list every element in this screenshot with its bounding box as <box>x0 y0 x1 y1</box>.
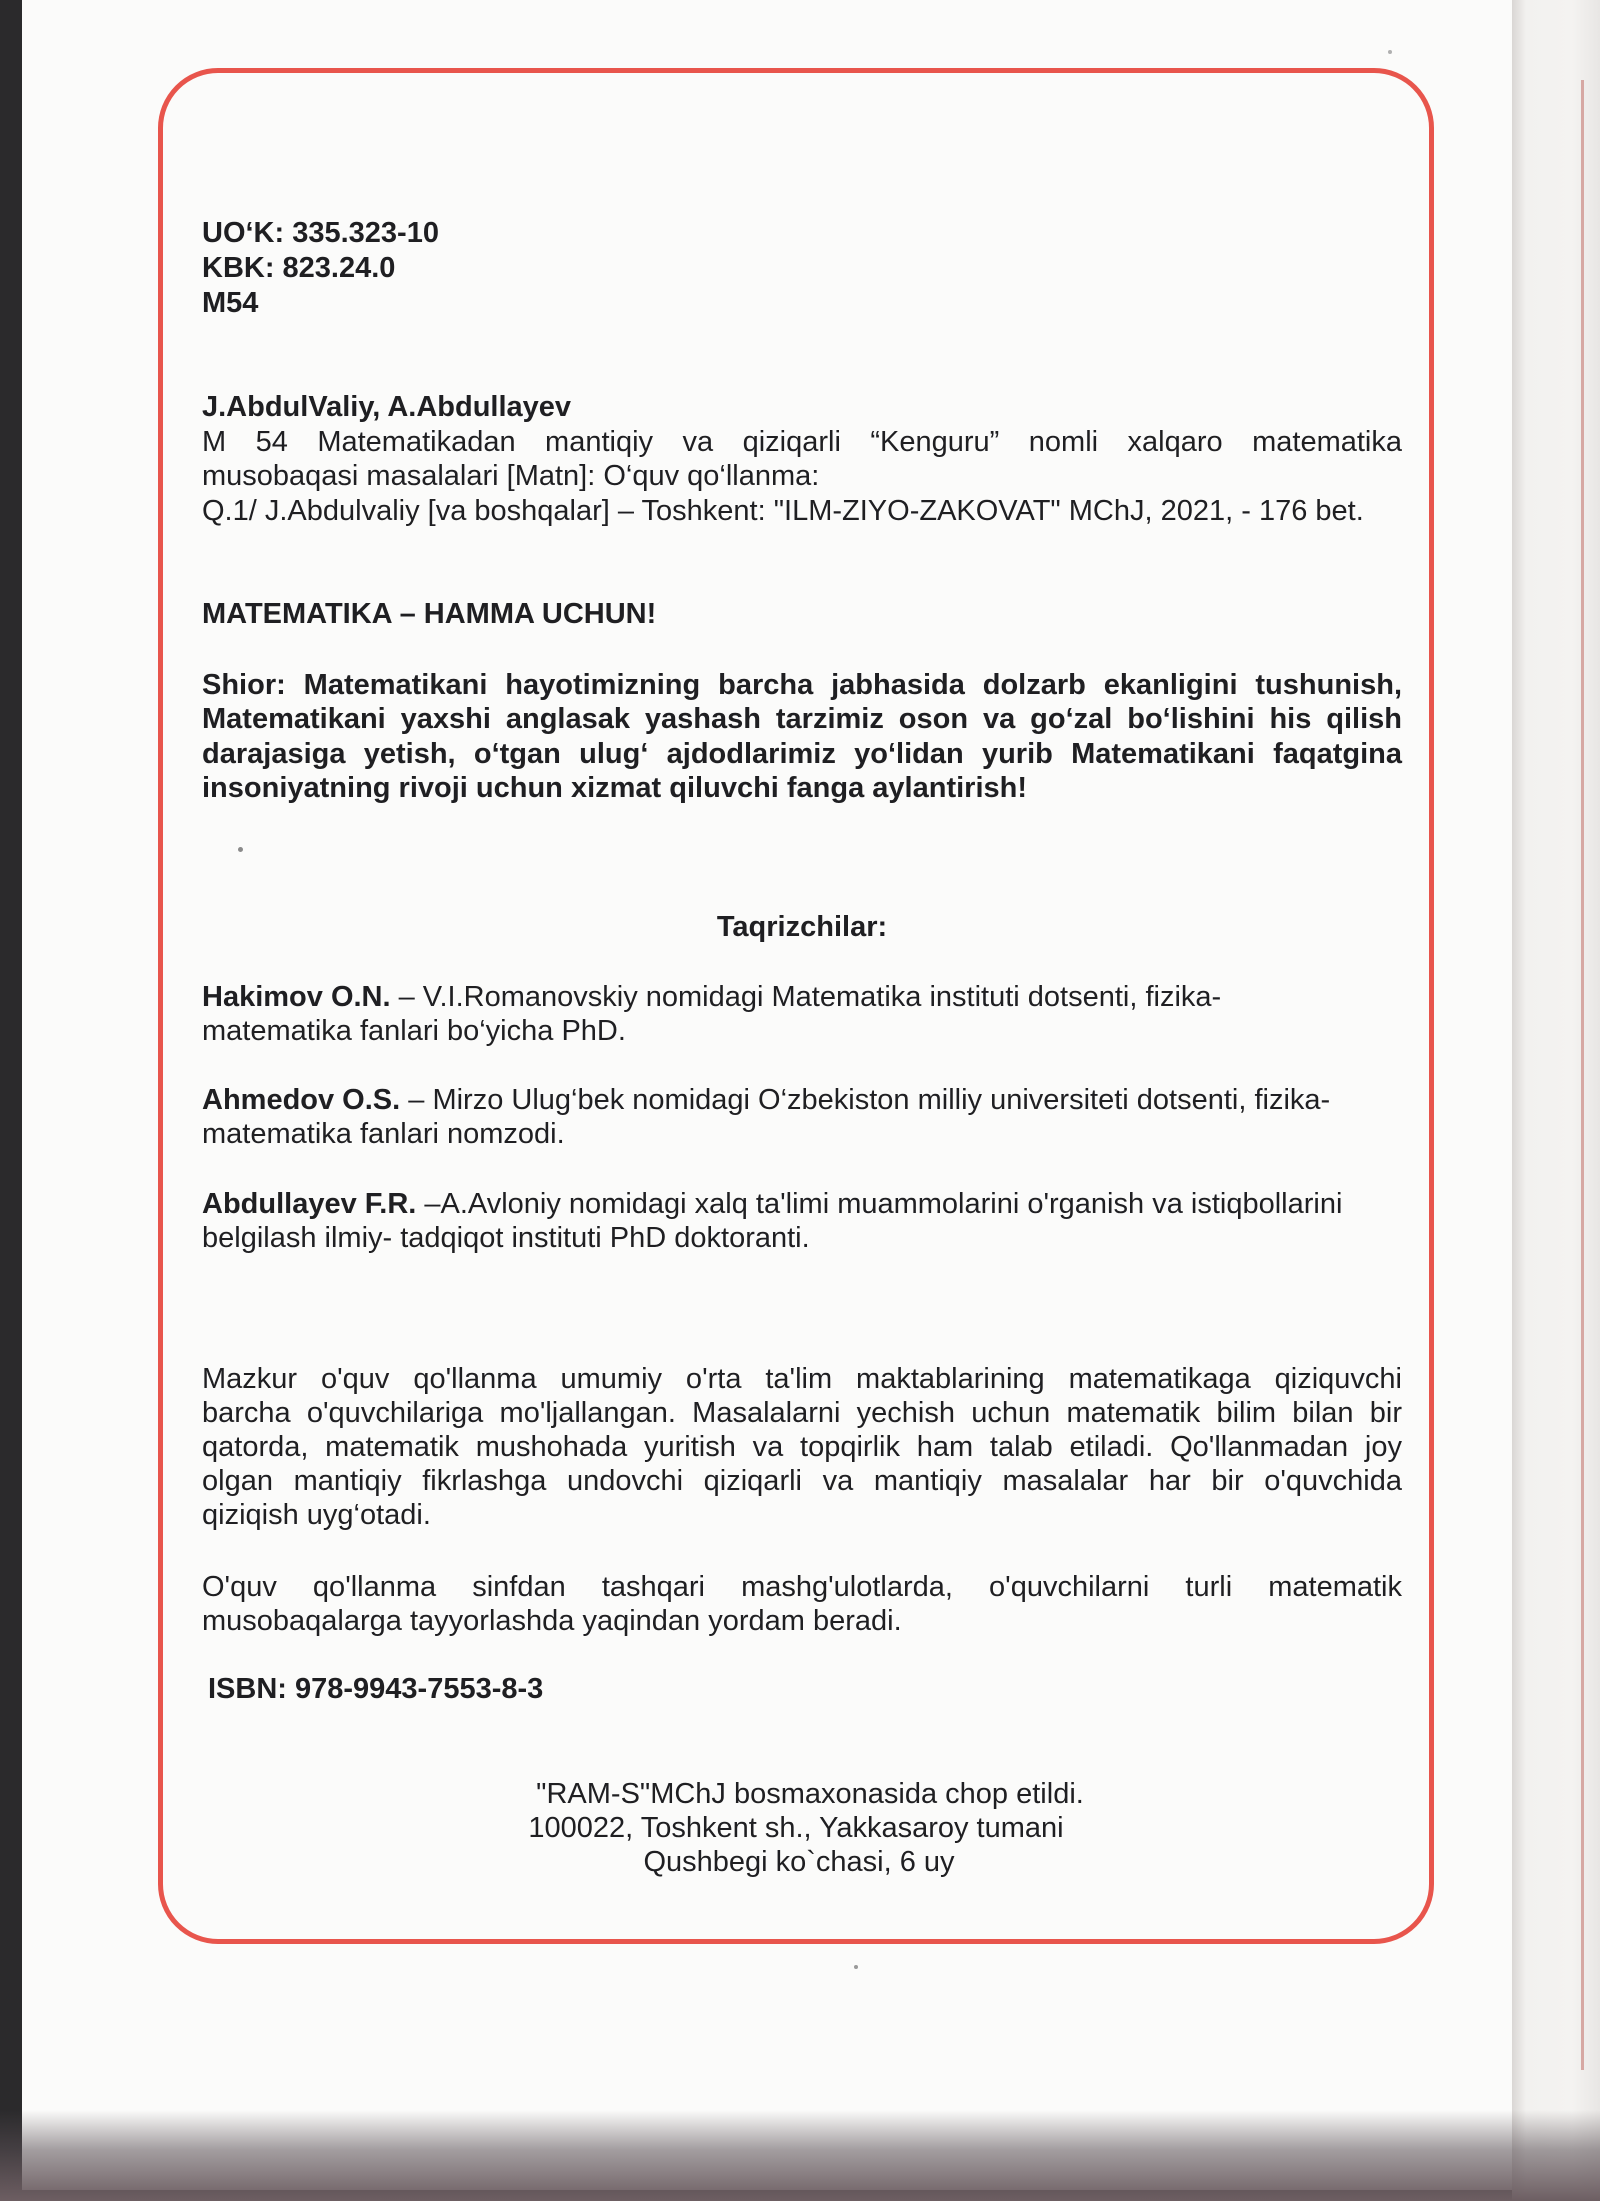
description-line: O'quv qo'llanma sinfdan tashqari mashg'ulotlarda, o'quvchilarni turli matematik <box>202 1571 1402 1603</box>
authors: J.AbdulValiy, A.Abdullayev <box>202 391 572 423</box>
bibliography-line: Q.1/ J.Abdulvaliy [va boshqalar] – Toshkent: "ILM-ZIYO-ZAKOVAT" MChJ, 2021, - 176 bet. <box>202 495 1364 527</box>
motto-line: Shior: Matematikani hayotimizning barcha jabhasida dolzarb ekanligini tushunish, <box>202 669 1402 701</box>
adjacent-page-frame-line <box>1581 80 1584 2070</box>
motto-heading: MATEMATIKA – HAMMA UCHUN! <box>202 598 657 630</box>
bibliography-line: M 54 Matematikadan mantiqiy va qiziqarli “Kenguru” nomli xalqaro matematika <box>202 426 1402 458</box>
printer-line: 100022, Toshkent sh., Yakkasaroy tumani <box>528 1812 1064 1844</box>
reviewer-name: Hakimov O.N. <box>202 981 391 1013</box>
reviewer-affiliation: – V.I.Romanovskiy nomidagi Matematika instituti dotsenti, fizika- <box>390 981 1222 1013</box>
catalog-code: M54 <box>202 287 259 319</box>
isbn: ISBN: 978-9943-7553-8-3 <box>208 1673 544 1705</box>
speck <box>238 847 243 852</box>
speck <box>1388 50 1392 54</box>
bibliography-line: musobaqasi masalalari [Matn]: O‘quv qo‘llanma: <box>202 460 820 492</box>
reviewers-heading: Taqrizchilar: <box>716 911 888 943</box>
description-line: barcha o'quvchilariga mo'ljallangan. Masalalarni yechish uchun matematik bilim bilan bir <box>202 1397 1402 1429</box>
speck <box>854 1965 858 1969</box>
printer-line: Qushbegi ko`chasi, 6 uy <box>643 1846 955 1878</box>
udk-code: UO‘K: 335.323-10 <box>202 217 439 249</box>
description-line: olgan mantiqiy fikrlashga undovchi qiziqarli va mantiqiy masalalar har bir o'quvchida <box>202 1465 1402 1497</box>
adjacent-page-edge <box>1512 0 1600 2201</box>
reviewer-entry <box>202 1083 1330 1117</box>
description-line: Mazkur o'quv qo'llanma umumiy o'rta ta'lim maktablarining matematikaga qiziquvchi <box>202 1363 1402 1395</box>
bbk-code: KBK: 823.24.0 <box>202 252 396 284</box>
reviewer-affiliation-continued: belgilash ilmiy- tadqiqot instituti PhD doktoranti. <box>202 1222 810 1254</box>
reviewer-entry <box>202 1187 1342 1221</box>
motto-line: insoniyatning rivoji uchun xizmat qiluvchi fanga aylantirish! <box>202 772 1028 804</box>
printer-line: "RAM-S"MChJ bosmaxonasida chop etildi. <box>536 1778 1084 1810</box>
reviewer-affiliation-continued: matematika fanlari bo‘yicha PhD. <box>202 1015 626 1047</box>
reviewer-affiliation: – Mirzo Ulug‘bek nomidagi O‘zbekiston milliy universiteti dotsenti, fizika- <box>400 1084 1331 1116</box>
reviewer-name: Ahmedov O.S. <box>202 1084 401 1116</box>
reviewer-entry <box>202 980 1221 1014</box>
description-line: qatorda, matematik mushohada yuritish va topqirlik ham talab etiladi. Qo'llanmadan joy <box>202 1431 1402 1463</box>
scan-bottom-shadow <box>0 2110 1600 2201</box>
motto-line: Matematikani yaxshi anglasak yashash tarzimiz oson va go‘zal bo‘lishini his qilish <box>202 703 1402 735</box>
description-line: musobaqalarga tayyorlashda yaqindan yordam beradi. <box>202 1605 902 1637</box>
reviewer-affiliation-continued: matematika fanlari nomzodi. <box>202 1118 565 1150</box>
description-line: qiziqish uyg‘otadi. <box>202 1499 431 1531</box>
motto-line: darajasiga yetish, o‘tgan ulug‘ ajdodlarimiz yo‘lidan yurib Matematikani faqatgina <box>202 738 1402 770</box>
reviewer-affiliation: –A.Avloniy nomidagi xalq ta'limi muammolarini o'rganish va istiqbollarini <box>416 1188 1343 1220</box>
reviewer-name: Abdullayev F.R. <box>202 1188 417 1220</box>
